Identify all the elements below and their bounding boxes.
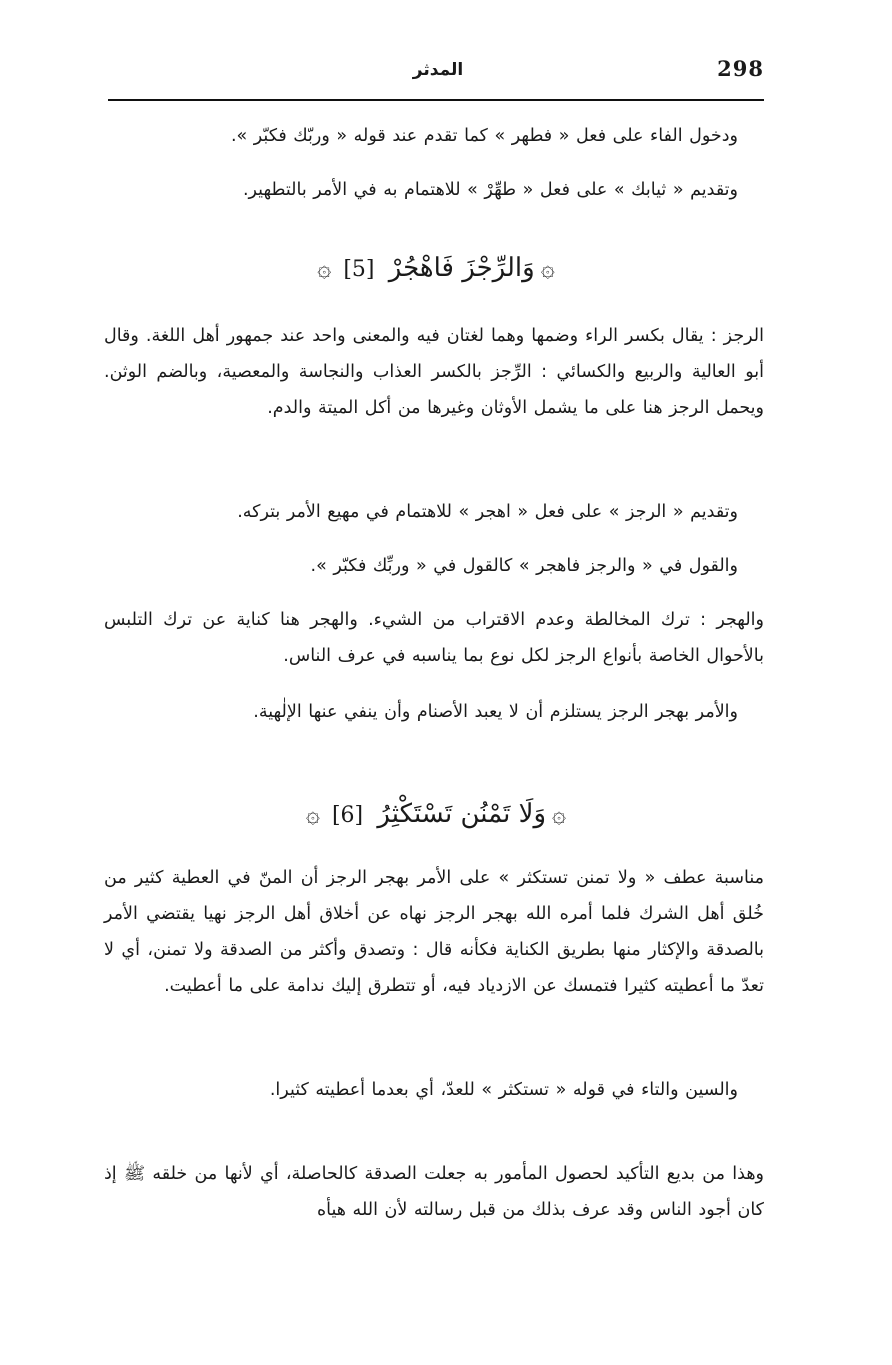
- page-header: [108, 54, 764, 100]
- paragraph-1: ودخول الفاء على فعل « فطهر » كما تقدم عند قوله « وربّك فكبّر ».: [230, 126, 738, 146]
- verse-ornament-left-icon: ۞: [317, 254, 332, 282]
- verse-5-number: [5]: [343, 257, 375, 282]
- paragraph-7: والأمر بهجر الرجز يستلزم أن لا يعبد الأصنام وأن ينفي عنها الإلٰهية.: [253, 702, 738, 722]
- paragraph-3: الرجز : يقال بكسر الراء وضمها وهما لغتان فيه والمعنى واحد عند جمهور أهل اللغة. وقال أبو العالية والربيع والكسائي : الرِّجز بالكسر العذاب والنجاسة والمعصية، وبالضم الوثن. ويحمل الرجز هنا على ما يشمل الأوثان وغيرها من أكل الميتة والدم.: [104, 326, 764, 418]
- verse-6-heading: [108, 792, 764, 838]
- paragraph-6: والهجر : ترك المخالطة وعدم الاقتراب من الشيء. والهجر هنا كناية عن ترك التلبس بالأحوال الخاصة بأنواع الرجز لكل نوع بما يناسبه في عرف الناس.: [104, 610, 764, 666]
- verse-5-heading: [108, 246, 764, 292]
- verse-6-number: [6]: [331, 803, 364, 828]
- paragraph-2: وتقديم « ثيابك » على فعل « طهِّرْ » للاهتمام به في الأمر بالتطهير.: [242, 180, 738, 200]
- verse-ornament-left-icon: ۞: [305, 800, 320, 828]
- verse-ornament-right-icon: ۞: [540, 254, 555, 282]
- paragraph-10: وهذا من بديع التأكيد لحصول المأمور به جعلت الصدقة كالحاصلة، أي لأنها من خلقه ﷺ إذ كان أجود الناس وقد عرف بذلك من قبل رسالته لأن الله هيأه: [104, 1164, 764, 1220]
- paragraph-5: والقول في « والرجز فاهجر » كالقول في « وربِّك فكبّر ».: [310, 556, 738, 576]
- page-number: 298: [717, 56, 764, 81]
- paragraph-4: وتقديم « الرجز » على فعل « اهجر » للاهتمام في مهيع الأمر بتركه.: [237, 502, 738, 522]
- paragraph-8: مناسبة عطف « ولا تمنن تستكثر » على الأمر بهجر الرجز أن المنّ في العطية كثير من خُلق أهل الشرك فلما أمره الله بهجر الرجز نهاه عن أخلاق أهل الرجز نهيا يقتضي الأمر بالصدقة والإكثار منها بطريق الكناية فكأنه قال : وتصدق وأكثر من الصدقة ولا تمنن، أي لا تعدّ ما أعطيته كثيرا فتمسك عن الازدياد فيه، أو تتطرق إليك ندامة على ما أعطيت.: [104, 868, 764, 996]
- running-title: المدثر: [412, 60, 464, 80]
- paragraph-9: والسين والتاء في قوله « تستكثر » للعدّ، أي بعدما أعطيته كثيرا.: [269, 1080, 738, 1100]
- verse-ornament-right-icon: ۞: [552, 800, 567, 828]
- header-rule: [108, 99, 764, 101]
- verse-5-text: وَالرِّجْزَ فَاهْجُرْ: [388, 253, 535, 283]
- verse-6-text: وَلَا تَمْنُن تَسْتَكْثِرُ: [377, 799, 547, 829]
